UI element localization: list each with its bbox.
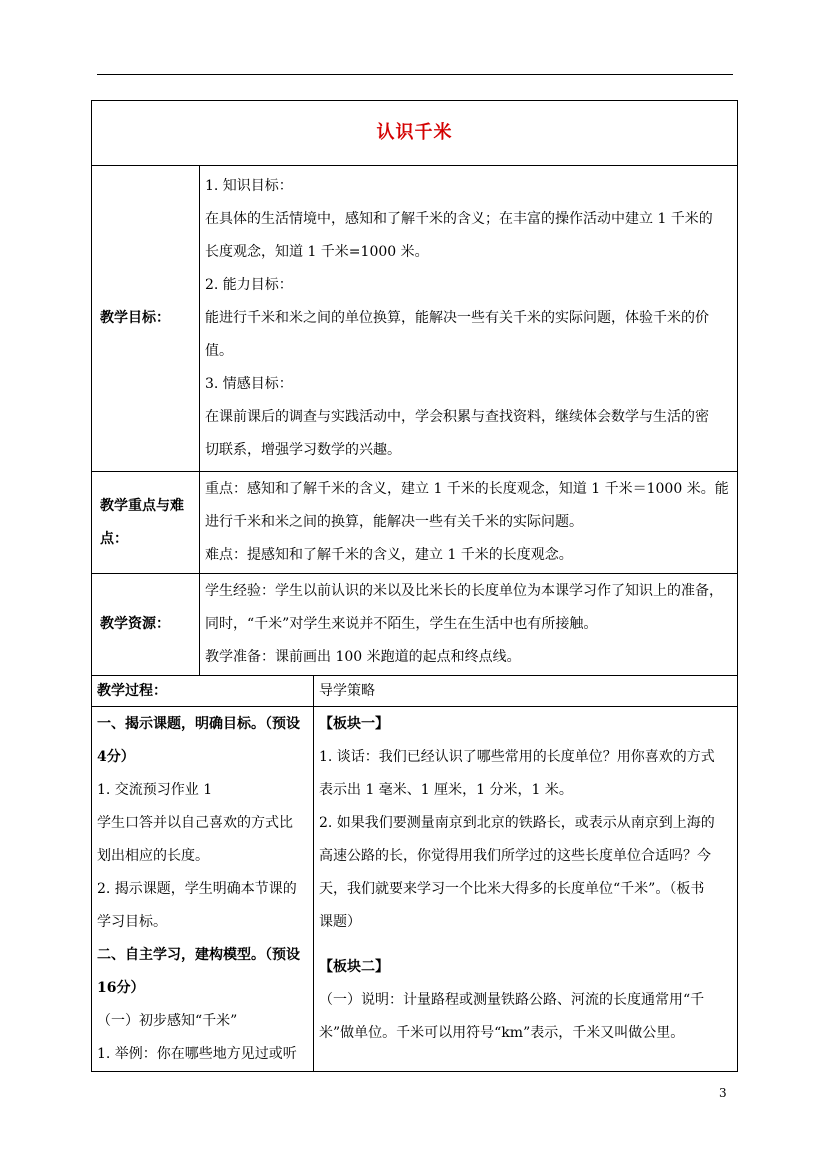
process-left-line: 二、自主学习，建构模型。（预设 xyxy=(97,947,300,963)
title-row xyxy=(92,101,738,166)
goals-label: 教学目标： xyxy=(92,166,200,472)
block1-line: 课题） xyxy=(319,914,361,930)
resources-content xyxy=(200,574,738,676)
goals-line: 值。 xyxy=(205,343,233,359)
block1-line: 1. 谈话：我们已经认识了哪些常用的长度单位？用你喜欢的方式 xyxy=(319,749,715,765)
goals-line: 在具体的生活情境中，感知和了解千米的含义；在丰富的操作活动中建立 1 千米的 xyxy=(205,211,713,227)
process-left-line: 2. 揭示课题，学生明确本节课的 xyxy=(97,881,297,897)
process-left-line: 学习目标。 xyxy=(97,914,167,930)
goals-line: 1. 知识目标： xyxy=(205,178,293,194)
goals-line: 长度观念，知道 1 千米=1000 米。 xyxy=(205,244,429,260)
resources-label: 教学资源： xyxy=(92,574,200,676)
block-gap xyxy=(319,939,737,951)
process-header-row xyxy=(92,676,738,707)
keypoints-label-line: 教学重点与难 xyxy=(100,497,184,514)
goals-line: 3. 情感目标： xyxy=(205,376,293,392)
goals-row xyxy=(92,166,738,472)
keypoints-line: 重点：感知和了解千米的含义，建立 1 千米的长度观念，知道 1 千米＝1000 米。能 xyxy=(205,481,729,497)
resources-line: 教学准备：课前画出 100 米跑道的起点和终点线。 xyxy=(205,649,521,665)
page-title: 认识千米 xyxy=(376,121,453,143)
title-cell xyxy=(92,101,738,166)
process-left-line: 1. 举例：你在哪些地方见过或听 xyxy=(97,1046,297,1062)
keypoints-label-line: 点： xyxy=(100,530,128,547)
process-left-line: （一）初步感知“千米” xyxy=(97,1013,238,1029)
process-left xyxy=(92,707,314,1072)
process-right xyxy=(314,707,738,1072)
page-number: 3 xyxy=(719,1086,727,1100)
block1-line: 表示出 1 毫米、1 厘米，1 分米，1 米。 xyxy=(319,782,573,798)
block2-line: （一）说明：计量路程或测量铁路公路、河流的长度通常用“千 xyxy=(319,992,705,1008)
header-rule xyxy=(97,74,733,75)
block2-heading: 【板块二】 xyxy=(319,959,389,975)
process-left-line: 学生口答并以自己喜欢的方式比 xyxy=(97,815,293,831)
process-left-line: 1. 交流预习作业 1 xyxy=(97,782,213,798)
resources-line: 同时，“千米”对学生来说并不陌生，学生在生活中也有所接触。 xyxy=(205,616,598,632)
block1-line: 天，我们就要来学习一个比米大得多的长度单位“千米”。（板书 xyxy=(319,881,705,897)
resources-line: 学生经验：学生以前认识的米以及比米长的长度单位为本课学习作了知识上的准备， xyxy=(205,583,723,599)
process-left-line: 一、揭示课题，明确目标。（预设 xyxy=(97,716,300,732)
process-left-line: 4分） xyxy=(97,749,135,765)
goals-line: 切联系，增强学习数学的兴趣。 xyxy=(205,442,401,458)
goals-line: 2. 能力目标： xyxy=(205,277,293,293)
process-left-line: 16分） xyxy=(97,980,145,996)
process-left-line: 划出相应的长度。 xyxy=(97,848,209,864)
keypoints-row xyxy=(92,472,738,574)
resources-row xyxy=(92,574,738,676)
block1-line: 2. 如果我们要测量南京到北京的铁路长，或表示从南京到上海的 xyxy=(319,815,715,831)
keypoints-line: 进行千米和米之间的换算，能解决一些有关千米的实际问题。 xyxy=(205,514,583,530)
block2-line: 米”做单位。千米可以用符号“km”表示，千米又叫做公里。 xyxy=(319,1025,685,1041)
goals-line: 在课前课后的调查与实践活动中，学会积累与查找资料，继续体会数学与生活的密 xyxy=(205,409,709,425)
process-header-left: 教学过程： xyxy=(92,676,314,707)
keypoints-content xyxy=(200,472,738,574)
goals-content xyxy=(200,166,738,472)
keypoints-label xyxy=(92,472,200,574)
process-row xyxy=(92,707,738,1072)
keypoints-line: 难点：提感知和了解千米的含义，建立 1 千米的长度观念。 xyxy=(205,547,573,563)
block1-line: 高速公路的长，你觉得用我们所学过的这些长度单位合适吗？今 xyxy=(319,848,711,864)
process-header-right: 导学策略 xyxy=(314,676,738,707)
lesson-plan-table xyxy=(91,100,738,1072)
block1-heading: 【板块一】 xyxy=(319,716,389,732)
goals-line: 能进行千米和米之间的单位换算，能解决一些有关千米的实际问题，体验千米的价 xyxy=(205,310,709,326)
